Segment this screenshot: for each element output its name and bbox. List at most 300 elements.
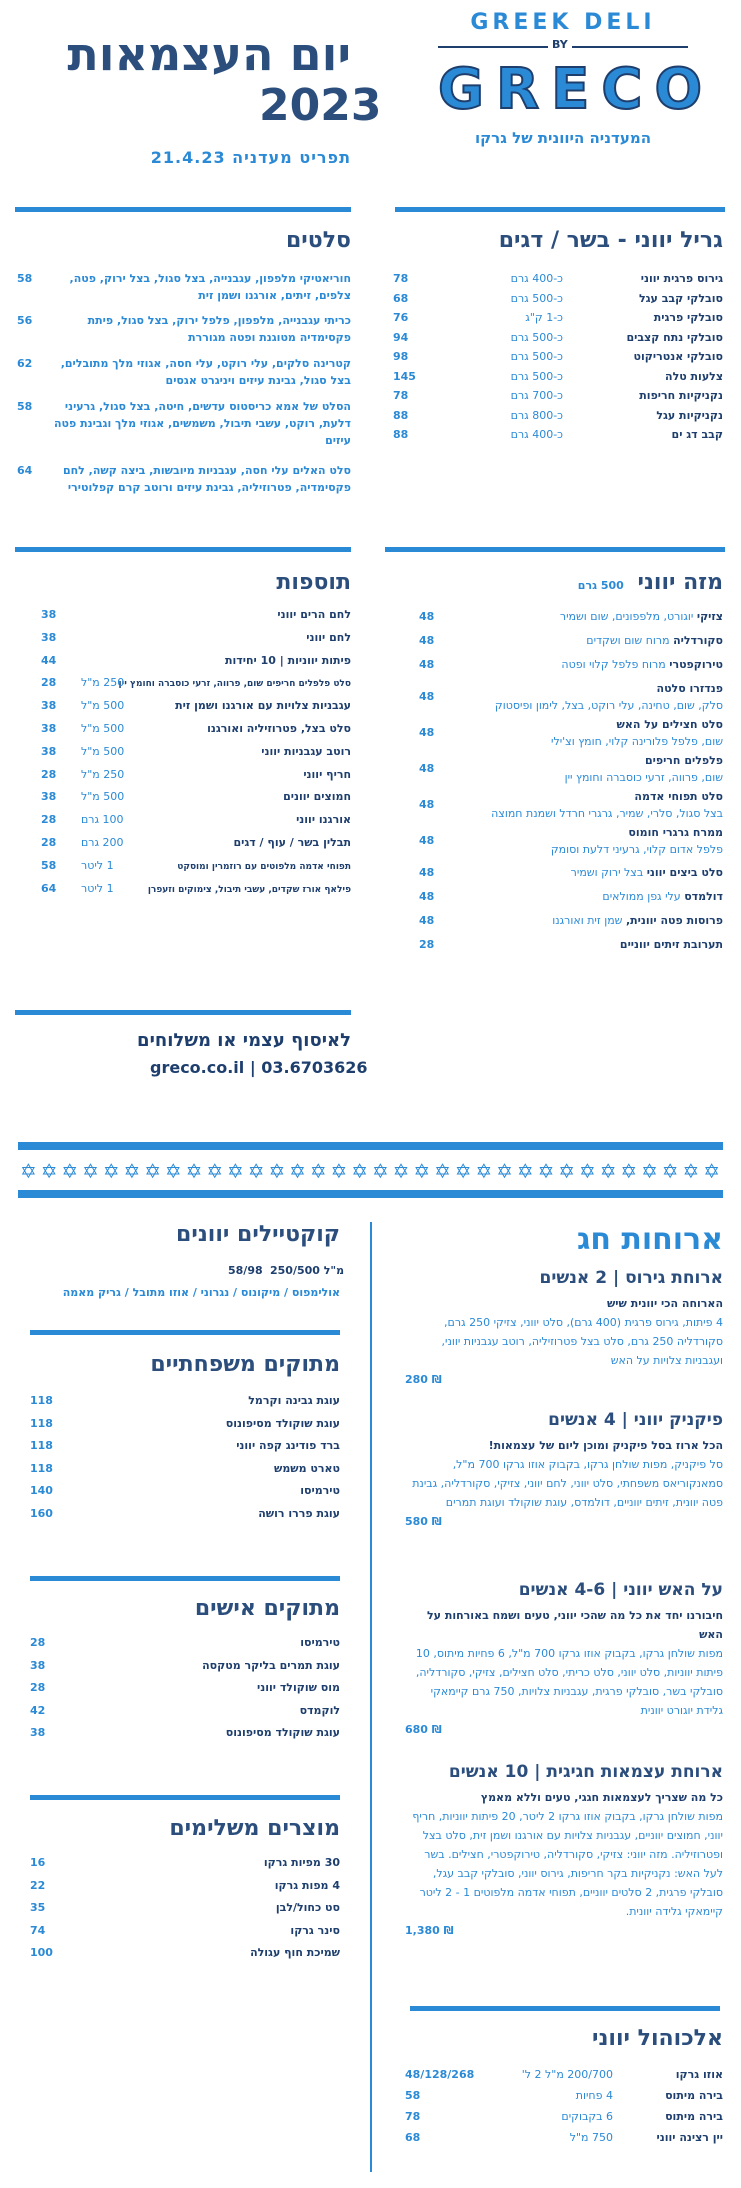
meal-price: ₪ 280 — [405, 1373, 442, 1386]
item-qty: כ-1 ק"ג — [525, 311, 563, 324]
meal-text: מפות שולחן גרקו, בקבוק אוזו גרקו 700 מ"ל, 6 פחיות מיתוס, 10 פיתות יווניות, סלט יווני, סלט כריתי, סלט חצילים, צזיקי, סקורדליה, סובלקי בשר, סובלקי פרגית, עגבניות צלויות, 750 גרם קיימאקי גלידת יוגורט יוונית — [415, 1647, 723, 1717]
star-of-david-icon: ✡ — [206, 1159, 224, 1183]
mezze-desc: בצל ירוק ושמיר — [570, 866, 644, 879]
star-of-david-icon: ✡ — [703, 1159, 720, 1183]
mezze-name: צזיקי — [696, 610, 723, 623]
item-qty: כ-400 גרם — [510, 428, 563, 441]
item-name: סובלקי קבב עגל — [638, 291, 723, 305]
extra-item — [41, 836, 351, 852]
meal-body — [405, 1436, 723, 1531]
star-of-david-icon: ✡ — [434, 1159, 451, 1183]
item-price: 48/128/268 — [405, 2068, 475, 2081]
star-of-david-icon: ✡ — [144, 1159, 161, 1183]
item-qty: 500 מ"ל — [81, 722, 125, 735]
divider — [30, 1576, 340, 1581]
mezze-name: טירוקפטרי — [669, 658, 723, 671]
logo-by: BY — [548, 38, 572, 51]
mezze-name: פלפלים חריפים — [644, 754, 723, 767]
meal-text: 4 פיתות, גירוס פרגית (400 גרם), סלט יווני, צזיקי 250 גרם, סקורדליה 250 גרם, סלט בצל פטרוזיליה, רוטב עגבניות יווני, ועגבניות צלויות על האש — [441, 1316, 723, 1367]
mezze-desc: עלי גפן ממולאים — [602, 890, 681, 903]
item-qty: כ-400 גרם — [510, 272, 563, 285]
mezze-item — [419, 864, 723, 881]
salad-text: הסלט של אמא כריסטוס עדשים, חיטה, בצל סגול, גרעיני דלעת, רוקט, עשבי תיבול, משמשים, אגוזי מלך וגבינת פטה עיזים — [54, 400, 351, 447]
extra-item — [41, 631, 351, 647]
item-qty: 200 גרם — [81, 836, 124, 849]
salad-price: 58 — [17, 400, 33, 413]
item-price: 28 — [41, 767, 57, 781]
complements-title: מוצרים משלימים — [169, 1816, 340, 1841]
item-name: עוגת גבינה וקרמל — [248, 1394, 340, 1407]
alcohol-item — [405, 2110, 723, 2126]
salad-text: סלט האלים עלי חסה, עגבניות מיובשות, ביצה קשה, לחם פקסימדיה, פטרוזיליה, גבינת עיזים ורוטב קרם קפלוטירי — [62, 464, 351, 494]
mezze-item — [419, 680, 723, 714]
star-of-david-icon: ✡ — [371, 1159, 389, 1183]
page-title: יום העצמאות — [67, 27, 351, 81]
mezze-price: 48 — [419, 866, 435, 879]
item-price: 64 — [41, 881, 57, 895]
star-of-david-icon: ✡ — [268, 1159, 286, 1183]
divider — [30, 1795, 340, 1800]
mezze-name: סלט חצילים על האש — [616, 718, 723, 731]
item-name: שמיכת חוף עגולה — [250, 1946, 340, 1959]
item-name: תפוחי אדמה מלפוטים עם רוזמרין ומוסקט — [177, 861, 351, 872]
star-of-david-icon: ✡ — [641, 1159, 658, 1183]
star-of-david-icon: ✡ — [599, 1159, 617, 1183]
star-of-david-icon: ✡ — [496, 1159, 513, 1183]
mezze-item — [419, 888, 723, 905]
item-name: בירה מיתוס — [665, 2089, 723, 2102]
cocktails-title: קוקטיילים יוונים — [176, 1222, 340, 1247]
salad-text: קטרינה סלקים, עלי רוקט, עלי חסה, אגוזי מלך מתובלים, בצל סגול, גבינת עיזים ויניגרט אגסים — [60, 357, 351, 387]
meal-subtitle: הארוחה הכי יוונית שיש — [606, 1297, 723, 1310]
salad-text: כריתי עגבנייה, מלפפון, פלפל ירוק, בצל סגול, פיתת פקסימדיה מטוגנת ופטה מגוררת — [87, 314, 351, 344]
item-name: סובלקי נתח קצבים — [626, 330, 723, 344]
meal-price: ₪ 1,380 — [405, 1924, 454, 1937]
mezze-price: 48 — [419, 798, 435, 811]
grill-item — [393, 331, 723, 347]
item-name: עוגת פררו רושה — [258, 1506, 340, 1520]
mezze-item — [419, 608, 723, 625]
item-name: לחם הרים יווני — [277, 608, 351, 621]
grill-title: גריל יווני - בשר / דגים — [498, 228, 723, 253]
item-name: פיתות יווניות | 10 יחידות — [224, 653, 351, 667]
item-price: 28 — [41, 813, 57, 827]
family-dessert-item — [30, 1417, 340, 1433]
mezze-item — [419, 912, 723, 929]
item-qty: כ-500 גרם — [510, 330, 563, 344]
item-qty: 500 מ"ל — [81, 790, 125, 804]
personal-dessert-item — [30, 1704, 340, 1720]
item-price: 118 — [30, 1416, 53, 1430]
item-name: חריף יווני — [303, 767, 351, 781]
item-price: 38 — [41, 722, 57, 735]
salad-item — [17, 312, 351, 346]
item-qty: 4 פחיות — [575, 2089, 613, 2102]
item-qty: 200/700 מ"ל 2 ל' — [521, 2068, 613, 2081]
item-name: עוגת תמרים בליקר מטקסה — [202, 1658, 340, 1672]
item-qty: כ-500 גרם — [510, 291, 563, 305]
item-price: 16 — [30, 1856, 46, 1869]
logo-tagline: המעדניה היוונית של גרקו — [474, 129, 651, 147]
item-price: 100 — [30, 1946, 53, 1959]
salad-price: 64 — [17, 464, 33, 477]
item-price: 38 — [41, 744, 57, 758]
item-name: לחם יווני — [306, 630, 351, 644]
extra-item — [41, 882, 351, 898]
item-price: 140 — [30, 1484, 53, 1497]
mezze-item — [419, 632, 723, 649]
divider — [15, 207, 351, 212]
item-name: עגבניות צלויות עם אורגנו ושמן זית — [175, 699, 351, 713]
mezze-price: 48 — [419, 726, 435, 739]
salad-price: 58 — [17, 272, 33, 285]
pickup-contact: greco.co.il | 03.6703626 — [150, 1058, 368, 1077]
item-name: טירמיסו — [300, 1636, 340, 1649]
complement-item — [30, 1901, 340, 1917]
item-name: ברד פודינג קפה יווני — [236, 1439, 340, 1452]
item-name: עוגת שוקולד מסיפונוס — [225, 1726, 340, 1739]
extra-item — [41, 768, 351, 784]
meal-title: על האש יווני | 4-6 אנשים — [518, 1580, 723, 1600]
mezze-title-text: מזה יווני — [637, 570, 723, 595]
mezze-item — [419, 716, 723, 750]
item-qty: 1 ליטר — [81, 858, 114, 872]
item-qty: כ-700 גרם — [510, 389, 563, 402]
item-price: 68 — [405, 2131, 421, 2144]
item-name: פילאף אורז שקדים, עשבי תיבול, צימוקים וזעפרן — [147, 884, 351, 895]
item-name: סט כחול/לבן — [275, 1901, 340, 1914]
item-name: סובלקי אנטריקוט — [633, 350, 723, 363]
item-name: צלעות טלה — [665, 369, 723, 383]
mezze-item — [419, 656, 723, 673]
salad-price: 56 — [17, 314, 33, 327]
item-qty: 1 ליטר — [81, 881, 114, 895]
meal-title: פיקניק יווני | 4 אנשים — [548, 1410, 723, 1430]
mezze-desc: שום, פרווה, זרעי כוסברה וחומץ יין — [564, 771, 723, 784]
personal-dessert-item — [30, 1681, 340, 1697]
item-price: 38 — [41, 790, 57, 804]
mezze-name: פנדזרו סלטה — [656, 682, 723, 695]
personal-dessert-item — [30, 1636, 340, 1652]
family-dessert-item — [30, 1484, 340, 1500]
divider — [15, 547, 351, 552]
mezze-price: 48 — [419, 634, 435, 647]
family-dessert-item — [30, 1394, 340, 1410]
band-bottom — [18, 1190, 723, 1198]
item-price: 38 — [41, 630, 57, 644]
salad-item — [17, 398, 351, 449]
divider — [385, 547, 725, 552]
salad-text: חוריאטיקי מלפפון, עגבנייה, בצל סגול, בצל ירוק, פטה, צלפים, זיתים, אורגנו ושמן זית — [69, 272, 351, 302]
star-of-david-icon: ✡ — [516, 1159, 534, 1183]
meal-subtitle: כל מה שצריך לעצמאות חגגי, טעים וללא מאמץ — [480, 1791, 723, 1804]
logo-top-text: GREEK DELI — [470, 10, 656, 35]
personal-dessert-item — [30, 1726, 340, 1742]
item-qty: כ-800 גרם — [510, 408, 563, 422]
alcohol-item — [405, 2089, 723, 2105]
item-name: סלט פלפלים חריפים שום, פרווה, זרעי כוסברה וחומץ יין — [118, 679, 351, 690]
grill-item — [393, 389, 723, 405]
logo-main: GRECO — [438, 57, 715, 122]
star-of-david-icon: ✡ — [82, 1159, 99, 1183]
extra-item — [41, 790, 351, 806]
meal-text: מפות שולחן גרקו, בקבוק אוזו גרקו 2 ליטר, 20 פיתות יווניות, חריף יווני, חמוצים יווניים, עגבניות צלויות עם אורגנו ושמן זית, סלט בצל ופטרוזיליה. מזה יווני: צזיקי, סקורדליה, טירוקפטרי, חצילים. בשר לעל האש: נקניקיות בקר חריפות, גירוס יווני, סובלקי קבב עגל, סובלקי פרגית, 2 סלטים יווניים, תפוחי אדמה מלפוטים 1 - 2 ליטר קיימאקי גלידה יוונית. — [412, 1810, 723, 1918]
item-price: 35 — [30, 1901, 46, 1914]
item-name: רוטב עגבניות יווני — [261, 744, 351, 758]
item-price: 88 — [393, 408, 409, 422]
grill-item — [393, 370, 723, 386]
extra-item — [41, 745, 351, 761]
complement-item — [30, 1879, 340, 1895]
item-price: 88 — [393, 428, 409, 441]
item-price: 78 — [405, 2110, 421, 2123]
extra-item — [41, 699, 351, 715]
item-qty: 250 מ"ל — [81, 676, 125, 690]
divider — [15, 1010, 351, 1015]
item-price: 160 — [30, 1506, 53, 1520]
item-price: 38 — [30, 1726, 46, 1739]
item-price: 58 — [41, 858, 57, 872]
family-dessert-item — [30, 1507, 340, 1523]
item-price: 118 — [30, 1394, 53, 1407]
family-dessert-item — [30, 1439, 340, 1455]
grill-item — [393, 292, 723, 308]
item-price: 76 — [393, 311, 409, 324]
complement-item — [30, 1856, 340, 1872]
item-price: 42 — [30, 1703, 46, 1717]
star-of-david-icon: ✡ — [227, 1159, 244, 1183]
grill-item — [393, 428, 723, 444]
extra-item — [41, 676, 351, 692]
star-of-david-icon: ✡ — [392, 1159, 410, 1183]
alcohol-item — [405, 2068, 723, 2084]
star-of-david-icon: ✡ — [454, 1159, 472, 1183]
family-dessert-item — [30, 1462, 340, 1478]
mezze-name: תערובת זיתים יווניים — [619, 938, 723, 951]
star-of-david-icon: ✡ — [20, 1159, 37, 1183]
item-price: 22 — [30, 1878, 46, 1892]
mezze-name: דולמדס — [684, 890, 723, 903]
mezze-desc: סלק, שום, טחינה, עלי רוקט, בצל, לימון ופיסטוק — [494, 699, 723, 712]
salad-item — [17, 270, 351, 304]
mezze-item — [419, 752, 723, 786]
star-of-david-icon: ✡ — [102, 1159, 120, 1183]
mezze-item — [419, 824, 723, 858]
mezze-price: 48 — [419, 658, 435, 671]
item-name: יין רצינה יווני — [656, 2131, 723, 2144]
item-price: 118 — [30, 1461, 53, 1475]
item-qty: 500 מ"ל — [81, 699, 125, 713]
menu-subtitle: תפריט מעדניה 21.4.23 — [150, 148, 351, 167]
item-name: סלט בצל, פטרוזיליה ואורגנו — [207, 722, 351, 735]
extra-item — [41, 722, 351, 738]
item-price: 78 — [393, 389, 409, 402]
star-band — [20, 1158, 720, 1184]
item-name: 30 מפיות גרקו — [263, 1856, 340, 1869]
mezze-price: 48 — [419, 890, 435, 903]
mezze-price: 48 — [419, 610, 435, 623]
mezze-title-note: 500 גרם — [577, 579, 624, 592]
item-price: 38 — [30, 1658, 46, 1672]
item-qty: כ-500 גרם — [510, 350, 563, 363]
item-name: טירמיסו — [300, 1484, 340, 1497]
complement-item — [30, 1924, 340, 1940]
mezze-desc: שמן זית ואורגנו — [552, 914, 623, 927]
item-price: 28 — [30, 1681, 46, 1694]
star-of-david-icon: ✡ — [309, 1159, 327, 1183]
meal-price: ₪ 580 — [405, 1515, 442, 1528]
meal-price: ₪ 680 — [405, 1723, 442, 1736]
item-name: 4 מפות גרקו — [274, 1878, 340, 1892]
salad-price: 62 — [17, 357, 33, 370]
item-price: 145 — [393, 369, 416, 383]
item-qty: 6 בקבוקים — [561, 2110, 613, 2123]
grill-item — [393, 311, 723, 327]
star-of-david-icon: ✡ — [247, 1159, 265, 1183]
item-name: גירוס פרגית יווני — [640, 272, 723, 285]
star-of-david-icon: ✡ — [413, 1159, 431, 1183]
complement-item — [30, 1946, 340, 1962]
meal-body — [405, 1788, 723, 1940]
item-name: מוס שוקולד יווני — [257, 1681, 340, 1694]
mezze-price: 28 — [419, 938, 435, 951]
page-year: 2023 — [259, 80, 382, 131]
star-of-david-icon: ✡ — [558, 1159, 576, 1183]
star-of-david-icon: ✡ — [475, 1159, 493, 1183]
extra-item — [41, 813, 351, 829]
alcohol-item — [405, 2131, 723, 2147]
item-price: 28 — [30, 1636, 46, 1649]
item-price: 28 — [41, 676, 57, 690]
grill-item — [393, 350, 723, 366]
divider — [395, 207, 725, 212]
salads-title: סלטים — [285, 228, 351, 253]
alcohol-title: אלכוהול יווני — [591, 2026, 723, 2051]
star-of-david-icon: ✡ — [682, 1159, 700, 1183]
item-name: אורגנו יווני — [296, 813, 351, 827]
item-name: בירה מיתוס — [665, 2110, 723, 2123]
cocktails-flavors: אולימפוס / מיקונוס / נגרוני / אוזו מתובל / גריק מאמה — [62, 1286, 340, 1299]
item-price: 68 — [393, 291, 409, 305]
grill-item — [393, 272, 723, 288]
star-of-david-icon: ✡ — [537, 1159, 555, 1183]
mezze-title — [578, 570, 723, 595]
mezze-item — [419, 936, 723, 953]
item-qty: 500 מ"ל — [81, 744, 125, 758]
mezze-price: 48 — [419, 914, 435, 927]
meal-subtitle: חיבורנו יחד את כל מה שהכי יווני, טעים ושמח באורחות על האש — [427, 1609, 723, 1641]
meal-subtitle: הכל ארוז בסל פיקניק ומוכן ליום של עצמאות! — [488, 1439, 723, 1452]
extra-item — [41, 654, 351, 670]
personal-dessert-item — [30, 1659, 340, 1675]
item-name: נקניקיות חריפות — [639, 389, 723, 402]
mezze-name: סלט תפוחי אדמה — [634, 790, 723, 803]
extras-title: תוספות — [276, 570, 351, 595]
grill-item — [393, 409, 723, 425]
item-name: עוגת שוקולד מסיפונוס — [225, 1416, 340, 1430]
item-name: סינר גרקו — [290, 1923, 340, 1937]
meal-body — [405, 1294, 723, 1389]
mezze-name: סקורדליה — [673, 634, 723, 647]
item-name: אוזו גרקו — [675, 2068, 723, 2081]
family-desserts-title: מתוקים משפחתיים — [150, 1352, 340, 1377]
item-price: 98 — [393, 350, 409, 363]
mezze-price: 48 — [419, 762, 435, 775]
item-name: סובלקי פרגית — [653, 311, 723, 324]
star-of-david-icon: ✡ — [289, 1159, 306, 1183]
meal-title: ארוחת גירוס | 2 אנשים — [539, 1268, 723, 1288]
holiday-title: ארוחות חג — [576, 1222, 723, 1257]
item-qty: 750 מ"ל — [569, 2131, 613, 2144]
extra-item — [41, 608, 351, 624]
item-qty: 100 גרם — [81, 813, 124, 827]
item-price: 78 — [393, 272, 409, 285]
mezze-name: פרוסות פטה יוונית, — [625, 914, 723, 927]
column-divider — [370, 1222, 372, 2172]
pickup-title: לאיסוף עצמי או משלוחים — [137, 1030, 351, 1051]
star-of-david-icon: ✡ — [123, 1159, 141, 1183]
band-top — [18, 1142, 723, 1150]
mezze-name: סלט ביצים יווני — [646, 866, 723, 879]
item-price: 28 — [41, 836, 57, 849]
item-name: נקניקיות עגל — [656, 408, 723, 422]
extra-item — [41, 859, 351, 875]
item-price: 38 — [41, 699, 57, 713]
star-of-david-icon: ✡ — [185, 1159, 203, 1183]
item-price: 94 — [393, 330, 409, 344]
star-of-david-icon: ✡ — [351, 1159, 369, 1183]
mezze-desc: יוגורט, מלפפונים, שום ושמיר — [559, 610, 694, 623]
item-name: טארט משמש — [273, 1461, 340, 1475]
meal-title: ארוחת עצמאות חגיגית | 10 אנשים — [448, 1762, 723, 1782]
star-of-david-icon: ✡ — [661, 1159, 679, 1183]
salad-item — [17, 462, 351, 496]
item-price: 44 — [41, 653, 57, 667]
item-name: לוקמדס — [299, 1703, 340, 1717]
mezze-desc: בצל סגול, סלרי, שמיר, גרגרי חרדל ושמנת חמוצה — [491, 807, 723, 820]
mezze-price: 48 — [419, 834, 435, 847]
item-name: תבלין בשר / עוף / דגים — [233, 836, 351, 849]
mezze-desc: מרוח פלפל קלוי ופטה — [561, 658, 666, 671]
item-price: 118 — [30, 1439, 53, 1452]
star-of-david-icon: ✡ — [40, 1159, 58, 1183]
meal-text: סל פיקניק, מפות שולחן גרקו, בקבוק אוזו גרקו 700 מ"ל, סמאנקוריאס משפחתי, סלט יווני, לחם יווני, צזיקי, סקורדליה, גבינת פטה יוונית, זיתים יווניים, דולמדס, עוגת שוקולד ועוגת תמרים — [412, 1458, 723, 1509]
item-name: חמוצים יוונים — [283, 790, 351, 804]
item-qty: 250 מ"ל — [81, 767, 125, 781]
meal-body — [405, 1606, 723, 1739]
mezze-desc: שום, פלפל פלורינה קלוי, חומץ וצ'ילי — [550, 735, 723, 748]
item-price: 38 — [41, 608, 57, 621]
star-of-david-icon: ✡ — [330, 1159, 348, 1183]
star-of-david-icon: ✡ — [164, 1159, 182, 1183]
item-price: 74 — [30, 1923, 46, 1937]
star-of-david-icon: ✡ — [61, 1159, 79, 1183]
cocktails-size: 250/500 מ"ל — [270, 1264, 345, 1277]
cocktails-price: 58/98 — [228, 1264, 263, 1277]
mezze-price: 48 — [419, 690, 435, 703]
mezze-item — [419, 788, 723, 822]
personal-desserts-title: מתוקים אישים — [194, 1596, 340, 1621]
salad-item — [17, 355, 351, 389]
item-name: קבב דג ים — [671, 428, 723, 441]
divider — [30, 1330, 340, 1335]
item-qty: כ-500 גרם — [510, 369, 563, 383]
brand-logo — [438, 10, 715, 170]
mezze-name: ממרח גרגרי חומוס — [628, 826, 723, 839]
divider — [410, 2006, 720, 2011]
mezze-desc: פלפל אדום קלוי, גרעיני דלעת וסומק — [550, 843, 723, 856]
star-of-david-icon: ✡ — [620, 1159, 638, 1183]
